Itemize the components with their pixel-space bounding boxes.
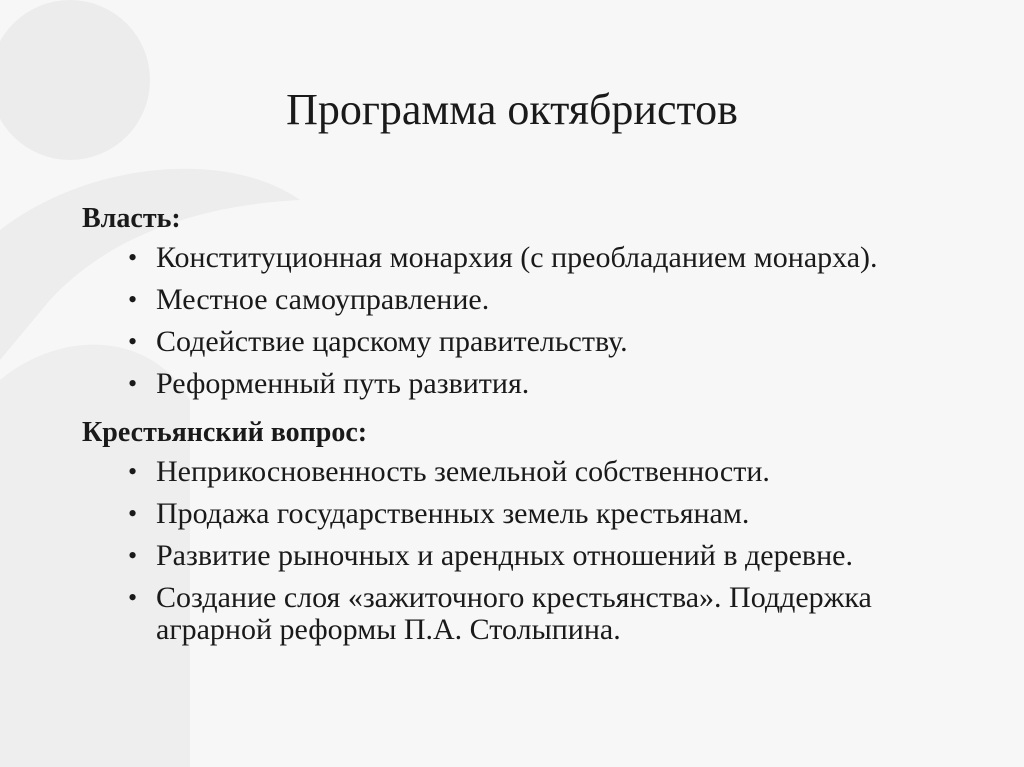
list-item-text: Конституционная монархия (с преобладанием монарха). (156, 241, 878, 274)
list-item-text: Содействие царскому правительству. (156, 325, 628, 358)
power-list (82, 242, 902, 400)
list-item-text: Неприкосновенность земельной собственности. (156, 455, 770, 488)
list-item (128, 582, 902, 646)
bullet-icon: • (128, 541, 138, 570)
bullet-icon: • (128, 499, 138, 528)
bullet-icon: • (128, 243, 138, 272)
list-item-text: Местное самоуправление. (156, 283, 490, 316)
slide-content (82, 202, 902, 656)
page-title: Программа октябристов (286, 85, 738, 134)
list-item (128, 456, 902, 488)
list-item-text: Реформенный путь развития. (156, 367, 530, 400)
list-item (128, 540, 902, 572)
peasant-question-list (82, 456, 902, 646)
list-item-text: Развитие рыночных и арендных отношений в деревне. (156, 539, 853, 572)
bullet-icon: • (128, 285, 138, 314)
list-item-text: Создание слоя «зажиточного крестьянства». Поддержка аграрной реформы П.А. Столыпина. (156, 581, 872, 646)
bullet-icon: • (128, 457, 138, 486)
bullet-icon: • (128, 327, 138, 356)
bullet-icon: • (128, 369, 138, 398)
section-heading-peasant-question: Крестьянский вопрос: (82, 417, 368, 448)
list-item (128, 242, 902, 274)
list-item (128, 326, 902, 358)
background-circle-shape (0, 0, 150, 160)
list-item (128, 498, 902, 530)
list-item (128, 284, 902, 316)
bullet-icon: • (128, 583, 138, 612)
list-item (128, 368, 902, 400)
list-item-text: Продажа государственных земель крестьянам. (156, 497, 750, 530)
section-heading-power: Власть: (82, 203, 181, 234)
